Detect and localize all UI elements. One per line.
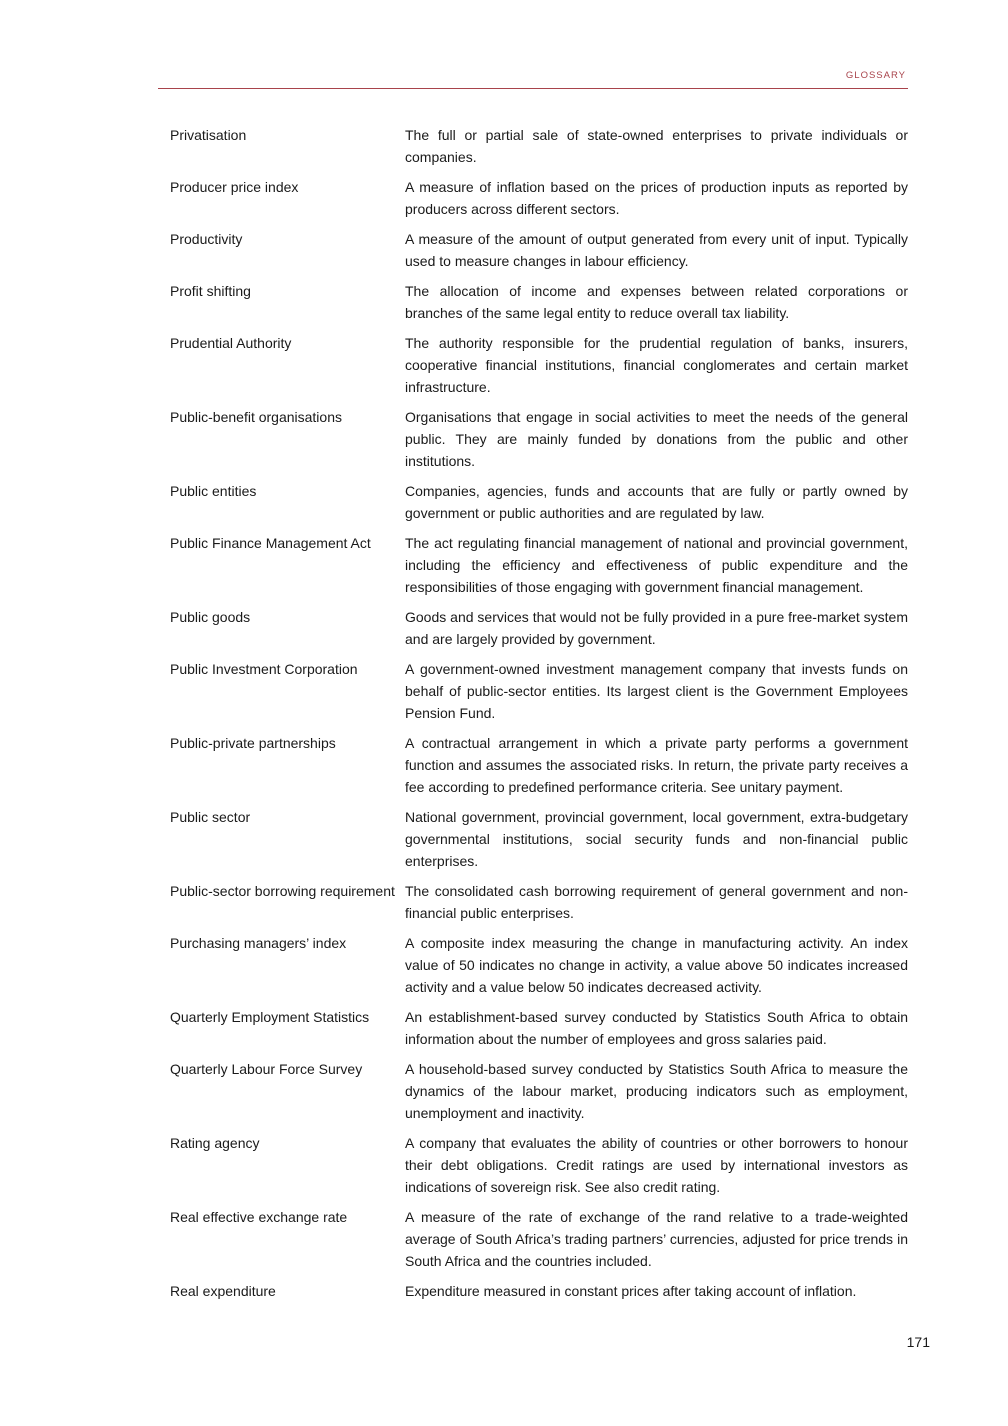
glossary-entry: [170, 332, 908, 398]
running-header: [158, 68, 908, 89]
glossary-definition: A household-based survey conducted by Statistics South Africa to measure the dynamics of the labour market, producing indicators such as employment, unemployment and inactivity.: [405, 1061, 908, 1121]
section-label: GLOSSARY: [845, 70, 906, 81]
glossary-entry: [170, 480, 908, 524]
glossary-definition: The full or partial sale of state-owned enterprises to private individuals or companies.: [405, 127, 908, 165]
glossary-term: Public goods: [170, 609, 251, 625]
glossary-entry: [170, 406, 908, 472]
glossary-definition: An establishment-based survey conducted by Statistics South Africa to obtain information about the number of employees and gross salaries paid.: [405, 1009, 908, 1047]
glossary-definition: A measure of inflation based on the prices of production inputs as reported by producers across different sectors.: [405, 179, 908, 217]
glossary-term: Real expenditure: [170, 1283, 276, 1299]
glossary-list: [170, 124, 908, 1310]
glossary-entry: [170, 176, 908, 220]
glossary-definition: Goods and services that would not be fully provided in a pure free-market system and are largely provided by government.: [405, 609, 908, 647]
glossary-definition: The consolidated cash borrowing requirement of general government and non-financial public enterprises.: [405, 883, 908, 921]
glossary-term: Public Investment Corporation: [170, 661, 358, 677]
glossary-term: Real effective exchange rate: [170, 1209, 348, 1225]
glossary-term: Public-private partnerships: [170, 735, 336, 751]
glossary-term: Purchasing managers’ index: [170, 935, 347, 951]
glossary-definition: The allocation of income and expenses between related corporations or branches of the same legal entity to reduce overall tax liability.: [405, 283, 908, 321]
glossary-definition: A government-owned investment management company that invests funds on behalf of public-sector entities. Its largest client is the Government Employees Pension Fund.: [405, 661, 908, 721]
glossary-term: Profit shifting: [170, 283, 251, 299]
glossary-definition: Expenditure measured in constant prices after taking account of inflation.: [405, 1283, 857, 1299]
glossary-term: Quarterly Labour Force Survey: [170, 1061, 363, 1077]
glossary-entry: [170, 806, 908, 872]
glossary-term: Public entities: [170, 483, 257, 499]
glossary-entry: [170, 228, 908, 272]
glossary-definition: National government, provincial government, local government, extra-budgetary governmental institutions, social security funds and non-financial public enterprises.: [405, 809, 908, 869]
glossary-entry: [170, 606, 908, 650]
page-number: 171: [906, 1334, 930, 1350]
glossary-definition: A contractual arrangement in which a private party performs a government function and assumes the associated risks. In return, the private party receives a fee according to predefined performance criteria. See unitary payment.: [405, 735, 908, 795]
glossary-entry: [170, 880, 908, 924]
glossary-definition: A company that evaluates the ability of countries or other borrowers to honour their debt obligations. Credit ratings are used by international investors as indications of sovereign risk. See also credit rating.: [405, 1135, 908, 1195]
glossary-definition: A measure of the amount of output generated from every unit of input. Typically used to measure changes in labour efficiency.: [405, 231, 908, 269]
glossary-definition: A composite index measuring the change in manufacturing activity. An index value of 50 indicates no change in activity, a value above 50 indicates increased activity and a value below 50 indicates decreased activity.: [405, 935, 908, 995]
glossary-term: Public-sector borrowing requirement: [170, 883, 395, 899]
glossary-definition: The act regulating financial management of national and provincial government, including the efficiency and effectiveness of public expenditure and the responsibilities of those engaging with government financial management.: [405, 535, 908, 595]
glossary-entry: [170, 124, 908, 168]
glossary-entry: [170, 1280, 908, 1302]
glossary-term: Producer price index: [170, 179, 299, 195]
glossary-entry: [170, 732, 908, 798]
glossary-term: Quarterly Employment Statistics: [170, 1009, 370, 1025]
glossary-entry: [170, 1058, 908, 1124]
glossary-entry: [170, 658, 908, 724]
glossary-term: Public-benefit organisations: [170, 409, 342, 425]
glossary-term: Rating agency: [170, 1135, 260, 1151]
glossary-term: Productivity: [170, 231, 243, 247]
glossary-entry: [170, 932, 908, 998]
glossary-term: Public sector: [170, 809, 251, 825]
glossary-definition: Organisations that engage in social activities to meet the needs of the general public. They are mainly funded by donations from the public and other institutions.: [405, 409, 908, 469]
glossary-entry: [170, 1006, 908, 1050]
glossary-entry: [170, 1206, 908, 1272]
glossary-definition: The authority responsible for the prudential regulation of banks, insurers, cooperative financial institutions, financial conglomerates and certain market infrastructure.: [405, 335, 908, 395]
glossary-entry: [170, 532, 908, 598]
glossary-entry: [170, 1132, 908, 1198]
glossary-term: Public Finance Management Act: [170, 535, 371, 551]
glossary-definition: Companies, agencies, funds and accounts that are fully or partly owned by government or public authorities and are regulated by law.: [405, 483, 908, 521]
glossary-term: Privatisation: [170, 127, 247, 143]
glossary-term: Prudential Authority: [170, 335, 292, 351]
glossary-definition: A measure of the rate of exchange of the rand relative to a trade-weighted average of South Africa’s trading partners’ currencies, adjusted for price trends in South Africa and the countries included.: [405, 1209, 908, 1269]
glossary-entry: [170, 280, 908, 324]
